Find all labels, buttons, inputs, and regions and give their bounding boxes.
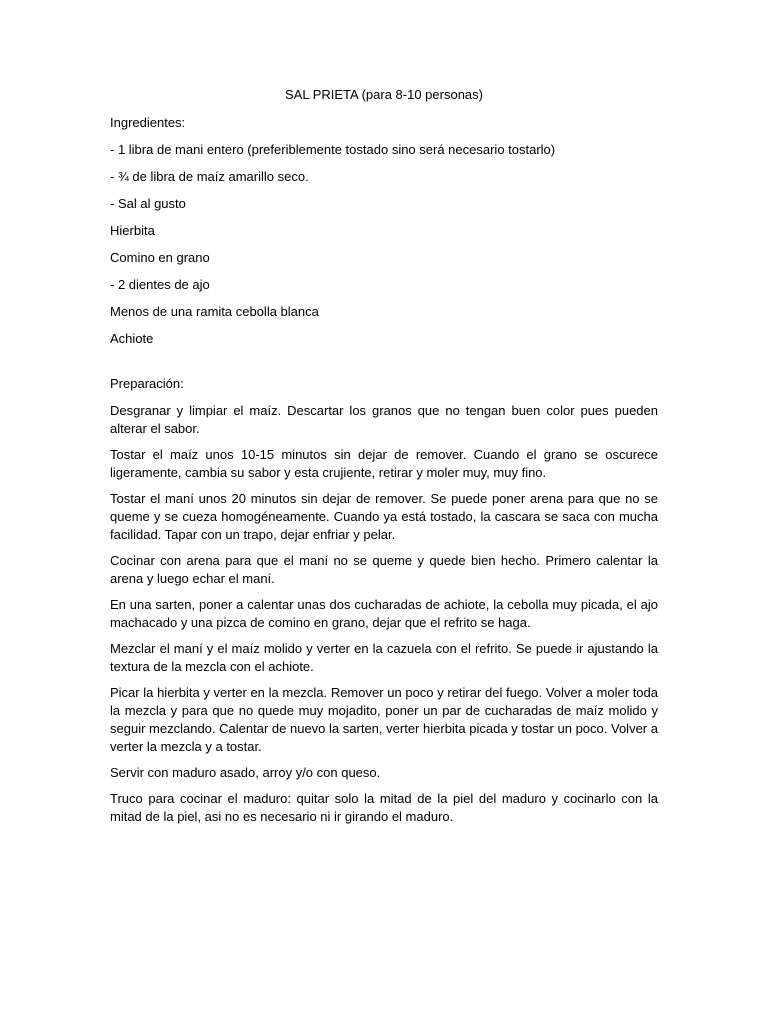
- ingredients-list: [110, 141, 658, 348]
- document-content: [110, 86, 658, 826]
- tip-note: Truco para cocinar el maduro: quitar solo la mitad de la piel del maduro y cocinarlo con la mitad de la piel, asi no es necesario ni ir girando el maduro.: [110, 791, 658, 824]
- ingredient-item: Menos de una ramita cebolla blanca: [110, 304, 319, 319]
- ingredient-item: - 1 libra de mani entero (preferiblemente tostado sino será necesario tostarlo): [110, 142, 556, 157]
- preparation-step: Tostar el maní unos 20 minutos sin dejar de remover. Se puede poner arena para que no se queme y se cueza homogéneamente. Cuando ya está tostado, la cascara se saca con mucha facilidad. Tapar con un trapo, dejar enfriar y pelar.: [110, 491, 658, 542]
- section-spacer: [110, 357, 658, 375]
- preparation-heading: Preparación:: [110, 376, 184, 391]
- preparation-step: Cocinar con arena para que el maní no se queme y quede bien hecho. Primero calentar la arena y luego echar el maní.: [110, 553, 658, 586]
- ingredient-item: - Sal al gusto: [110, 196, 186, 211]
- ingredient-item: - ¾ de libra de maíz amarillo seco.: [110, 169, 309, 184]
- preparation-step: Mezclar el maní y el maíz molido y verter en la cazuela con el refrito. Se puede ir ajustando la textura de la mezcla con el achiote.: [110, 641, 658, 674]
- ingredient-item: - 2 dientes de ajo: [110, 277, 210, 292]
- preparation-step: Desgranar y limpiar el maíz. Descartar los granos que no tengan buen color pues pueden alterar el sabor.: [110, 403, 658, 436]
- preparation-step: En una sarten, poner a calentar unas dos cucharadas de achiote, la cebolla muy picada, el ajo machacado y una pizca de comino en grano, dejar que el refrito se haga.: [110, 597, 658, 630]
- preparation-step: Picar la hierbita y verter en la mezcla. Remover un poco y retirar del fuego. Volver a moler toda la mezcla y para que no quede muy mojadito, poner un par de cucharadas de maíz molido y seguir mezclando. Calentar de nuevo la sarten, verter hierbita picada y tostar un poco. Volver a verter la mezcla y a tostar.: [110, 685, 658, 754]
- ingredients-heading: Ingredientes:: [110, 115, 186, 130]
- ingredient-item: Hierbita: [110, 223, 155, 238]
- preparation-step: Tostar el maíz unos 10-15 minutos sin dejar de remover. Cuando el grano se oscurece ligeramente, cambia su sabor y esta crujiente, retirar y moler muy, muy fino.: [110, 447, 658, 480]
- ingredient-item: Achiote: [110, 331, 154, 346]
- recipe-title: SAL PRIETA (para 8-10 personas): [285, 87, 483, 102]
- serving-note: Servir con maduro asado, arroy y/o con queso.: [110, 765, 381, 780]
- ingredient-item: Comino en grano: [110, 250, 210, 265]
